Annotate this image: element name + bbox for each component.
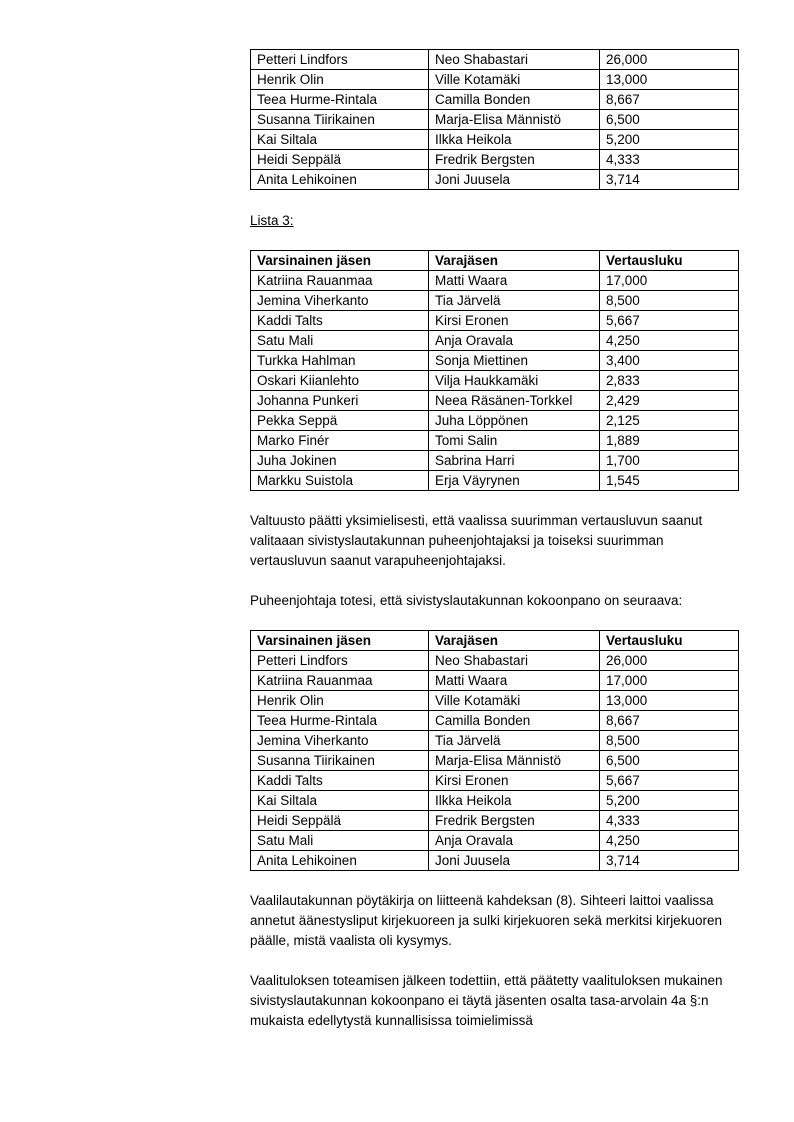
cell-member: Heidi Seppälä [251,150,429,170]
cell-member: Satu Mali [251,331,429,351]
table-row [251,791,739,811]
table-row [251,291,739,311]
table-row [251,110,739,130]
cell-member: Henrik Olin [251,70,429,90]
cell-member: Petteri Lindfors [251,651,429,671]
cell-deputy: Kirsi Eronen [429,311,600,331]
cell-member: Jemina Viherkanto [251,731,429,751]
table-header-row [251,251,739,271]
cell-comparison-number: 17,000 [600,271,739,291]
column-header-member: Varsinainen jäsen [251,631,429,651]
cell-deputy: Camilla Bonden [429,90,600,110]
cell-comparison-number: 4,250 [600,331,739,351]
table-body [251,651,739,871]
cell-deputy: Ville Kotamäki [429,691,600,711]
cell-deputy: Marja-Elisa Männistö [429,110,600,130]
paragraph-composition-intro: Puheenjohtaja totesi, että sivistyslautakunnan kokoonpano on seuraava: [250,593,683,608]
cell-comparison-number: 4,250 [600,831,739,851]
cell-deputy: Anja Oravala [429,331,600,351]
cell-member: Juha Jokinen [251,451,429,471]
cell-comparison-number: 8,667 [600,711,739,731]
cell-member: Petteri Lindfors [251,50,429,70]
cell-member: Susanna Tiirikainen [251,751,429,771]
cell-deputy: Vilja Haukkamäki [429,371,600,391]
cell-member: Susanna Tiirikainen [251,110,429,130]
cell-deputy: Neea Räsänen-Torkkel [429,391,600,411]
cell-comparison-number: 13,000 [600,691,739,711]
cell-deputy: Tomi Salin [429,431,600,451]
table-row [251,831,739,851]
paragraph-equality-note: Vaalituloksen toteamisen jälkeen todettiin, että päätetty vaalituloksen mukainen sivistyslautakunnan kokoonpano ei täytä jäsenten osalta tasa-arvolain 4a §:n mukaista edellytystä kunnallisissa toimielimissä [250,973,723,1028]
cell-deputy: Ilkka Heikola [429,791,600,811]
cell-deputy: Sabrina Harri [429,451,600,471]
column-header-comparison-number: Vertausluku [600,631,739,651]
table-body [251,50,739,190]
paragraph-election-minutes: Vaalilautakunnan pöytäkirja on liitteenä kahdeksan (8). Sihteeri laittoi vaalissa annetut äänestysliput kirjekuoreen ja sulki kirjekuoren sekä merkitsi kirjekuoren päälle, mistä vaalista oli kysymys. [250,893,722,948]
cell-comparison-number: 26,000 [600,50,739,70]
cell-deputy: Fredrik Bergsten [429,811,600,831]
cell-deputy: Sonja Miettinen [429,351,600,371]
cell-comparison-number: 6,500 [600,110,739,130]
cell-member: Jemina Viherkanto [251,291,429,311]
cell-deputy: Ilkka Heikola [429,130,600,150]
cell-member: Kaddi Talts [251,311,429,331]
table-row [251,771,739,791]
table-body [251,271,739,491]
table-row [251,651,739,671]
table-row [251,471,739,491]
cell-member: Teea Hurme-Rintala [251,711,429,731]
table-row [251,431,739,451]
table-row [251,170,739,190]
cell-deputy: Anja Oravala [429,831,600,851]
cell-comparison-number: 26,000 [600,651,739,671]
cell-comparison-number: 5,667 [600,771,739,791]
table-row [251,150,739,170]
cell-deputy: Matti Waara [429,671,600,691]
cell-deputy: Joni Juusela [429,170,600,190]
table-row [251,851,739,871]
cell-member: Henrik Olin [251,691,429,711]
table-row [251,391,739,411]
cell-member: Kaddi Talts [251,771,429,791]
cell-member: Markku Suistola [251,471,429,491]
table-row [251,90,739,110]
table-row [251,711,739,731]
cell-deputy: Tia Järvelä [429,731,600,751]
table-row [251,351,739,371]
cell-deputy: Joni Juusela [429,851,600,871]
cell-deputy: Kirsi Eronen [429,771,600,791]
column-header-deputy: Varajäsen [429,631,600,651]
table-final-composition [250,630,739,871]
cell-comparison-number: 4,333 [600,811,739,831]
cell-comparison-number: 1,545 [600,471,739,491]
column-header-deputy: Varajäsen [429,251,600,271]
table-row [251,811,739,831]
cell-member: Katriina Rauanmaa [251,671,429,691]
cell-comparison-number: 8,500 [600,291,739,311]
cell-comparison-number: 2,833 [600,371,739,391]
cell-deputy: Neo Shabastari [429,651,600,671]
column-header-comparison-number: Vertausluku [600,251,739,271]
cell-comparison-number: 8,500 [600,731,739,751]
cell-deputy: Neo Shabastari [429,50,600,70]
cell-comparison-number: 5,200 [600,130,739,150]
cell-member: Anita Lehikoinen [251,851,429,871]
cell-comparison-number: 3,714 [600,851,739,871]
cell-member: Pekka Seppä [251,411,429,431]
cell-deputy: Fredrik Bergsten [429,150,600,170]
cell-comparison-number: 4,333 [600,150,739,170]
table-row [251,70,739,90]
list-3-heading: Lista 3: [250,213,294,228]
paragraph-chair-decision: Valtuusto päätti yksimielisesti, että vaalissa suurimman vertausluvun saanut valitaaan sivistyslautakunnan puheenjohtajaksi ja toiseksi suurimman vertausluvun saanut varapuheenjohtajaksi. [250,513,703,568]
cell-comparison-number: 13,000 [600,70,739,90]
table-row [251,311,739,331]
cell-member: Kai Siltala [251,130,429,150]
cell-member: Marko Finér [251,431,429,451]
table-header-row [251,631,739,651]
table-row [251,331,739,351]
cell-deputy: Erja Väyrynen [429,471,600,491]
cell-comparison-number: 3,400 [600,351,739,371]
cell-comparison-number: 17,000 [600,671,739,691]
cell-comparison-number: 1,889 [600,431,739,451]
cell-member: Turkka Hahlman [251,351,429,371]
table-row [251,130,739,150]
table-row [251,731,739,751]
table-row [251,371,739,391]
cell-comparison-number: 2,125 [600,411,739,431]
cell-member: Anita Lehikoinen [251,170,429,190]
table-list3 [250,250,739,491]
cell-member: Katriina Rauanmaa [251,271,429,291]
table-row [251,271,739,291]
cell-comparison-number: 8,667 [600,90,739,110]
table-row [251,671,739,691]
cell-member: Satu Mali [251,831,429,851]
cell-deputy: Ville Kotamäki [429,70,600,90]
table-row [251,691,739,711]
cell-comparison-number: 1,700 [600,451,739,471]
cell-member: Oskari Kiianlehto [251,371,429,391]
cell-deputy: Juha Löppönen [429,411,600,431]
cell-deputy: Tia Järvelä [429,291,600,311]
cell-member: Kai Siltala [251,791,429,811]
cell-comparison-number: 2,429 [600,391,739,411]
cell-deputy: Camilla Bonden [429,711,600,731]
cell-comparison-number: 5,667 [600,311,739,331]
cell-comparison-number: 3,714 [600,170,739,190]
table-row [251,451,739,471]
table-list2-continued [250,49,739,190]
cell-comparison-number: 5,200 [600,791,739,811]
cell-deputy: Marja-Elisa Männistö [429,751,600,771]
column-header-member: Varsinainen jäsen [251,251,429,271]
cell-comparison-number: 6,500 [600,751,739,771]
table-row [251,50,739,70]
cell-member: Heidi Seppälä [251,811,429,831]
table-row [251,751,739,771]
cell-member: Johanna Punkeri [251,391,429,411]
table-row [251,411,739,431]
cell-deputy: Matti Waara [429,271,600,291]
cell-member: Teea Hurme-Rintala [251,90,429,110]
